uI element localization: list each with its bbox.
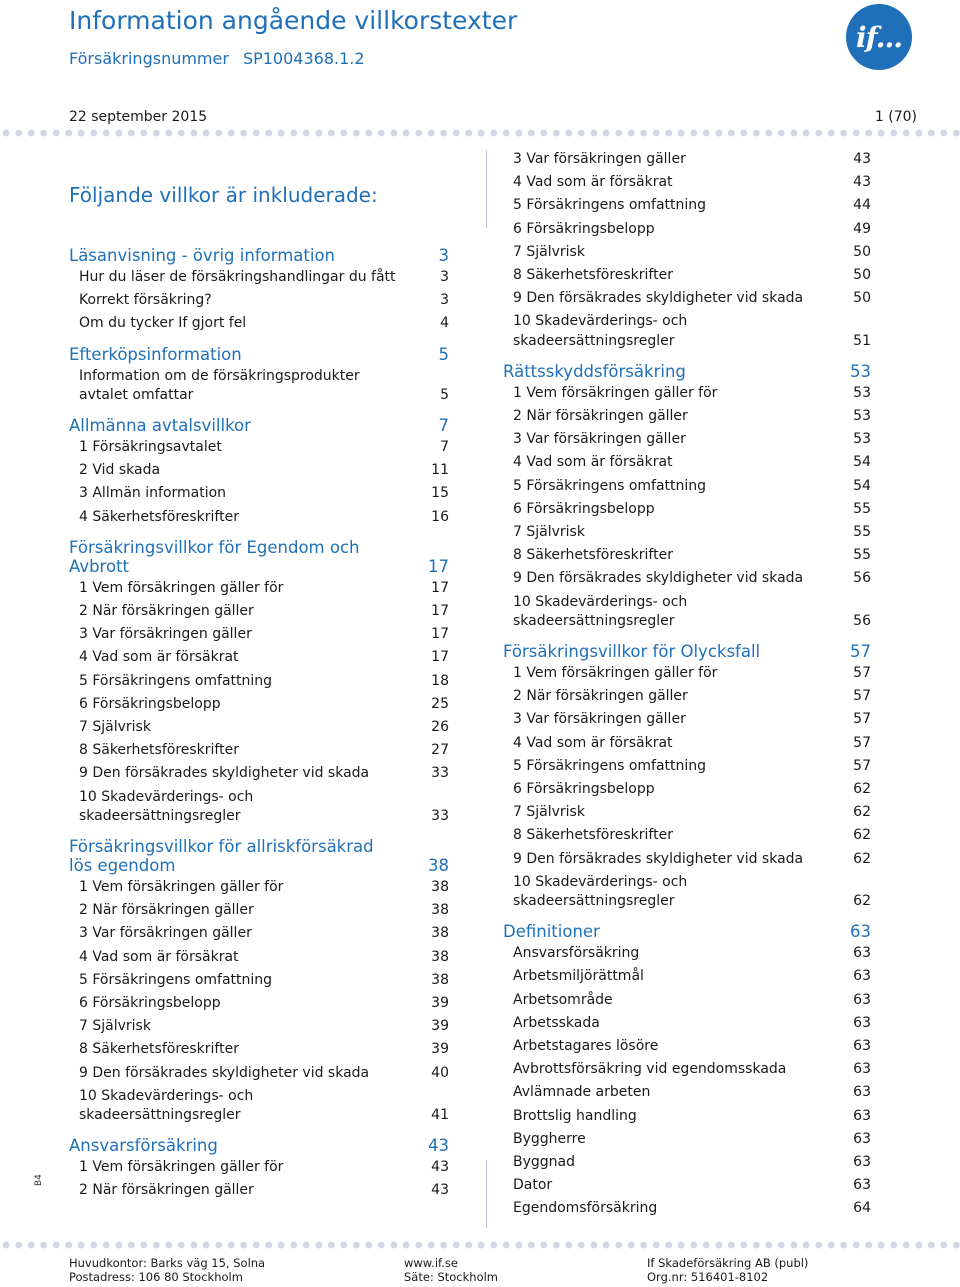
toc-page-number: 39 bbox=[431, 995, 449, 1011]
toc-entry[interactable] bbox=[69, 1065, 449, 1088]
toc-entry[interactable] bbox=[503, 151, 871, 174]
toc-entry-title: 6 Försäkringsbelopp bbox=[79, 995, 221, 1011]
toc-section-title: Allmänna avtalsvillkor bbox=[69, 416, 251, 435]
toc-section[interactable] bbox=[69, 837, 449, 879]
toc-section[interactable] bbox=[503, 362, 871, 385]
toc-entry-title: 1 Vem försäkringen gäller för bbox=[79, 879, 284, 895]
toc-entry[interactable] bbox=[69, 902, 449, 925]
toc-entry[interactable] bbox=[503, 1131, 871, 1154]
toc-entry-title: 7 Självrisk bbox=[513, 243, 585, 260]
toc-entry-title: Avlämnade arbeten bbox=[513, 1084, 651, 1101]
toc-entry[interactable] bbox=[503, 851, 871, 874]
page-indicator: 1 (70) bbox=[874, 109, 917, 125]
toc-entry[interactable] bbox=[503, 478, 871, 501]
toc-entry-title: 4 Vad som är försäkrat bbox=[513, 734, 673, 751]
side-code: B4 bbox=[34, 1174, 44, 1186]
toc-entry-title: 5 Försäkringens omfattning bbox=[513, 477, 707, 494]
toc-entry-title: 3 Var försäkringen gäller bbox=[513, 151, 686, 167]
toc-entry-title: 3 Var försäkringen gäller bbox=[79, 925, 252, 942]
toc-entry[interactable] bbox=[503, 385, 871, 408]
toc-entry-title: 7 Självrisk bbox=[513, 804, 585, 821]
toc-page-number: 7 bbox=[438, 416, 449, 435]
toc-page-number: 11 bbox=[431, 462, 449, 479]
toc-entry-title: Arbetsområde bbox=[513, 991, 613, 1008]
toc-entry-title: 5 Försäkringens omfattning bbox=[513, 197, 707, 214]
toc-entry[interactable] bbox=[503, 313, 871, 355]
toc-page-number: 50 bbox=[853, 243, 871, 260]
toc-entry-title: Arbetstagares lösöre bbox=[513, 1038, 659, 1054]
toc-entry[interactable] bbox=[69, 972, 449, 995]
toc-entry-title: 10 Skadevärderings- och bbox=[513, 593, 688, 610]
toc-page-number: 57 bbox=[853, 711, 871, 728]
toc-entry-title: 2 När försäkringen gäller bbox=[79, 1182, 254, 1199]
toc-section-title-cont: lös egendom bbox=[69, 856, 176, 875]
toc-entry[interactable] bbox=[503, 1038, 871, 1061]
toc-entry-title: 8 Säkerhetsföreskrifter bbox=[513, 827, 673, 844]
toc-entry[interactable] bbox=[503, 594, 871, 636]
toc-entry[interactable] bbox=[503, 570, 871, 593]
toc-page-number: 57 bbox=[850, 642, 871, 661]
toc-entry[interactable] bbox=[503, 454, 871, 477]
toc-entry-title-cont: avtalet omfattar bbox=[79, 386, 194, 403]
toc-entry[interactable] bbox=[503, 501, 871, 524]
toc-entry-title: 6 Försäkringsbelopp bbox=[513, 220, 655, 237]
toc-page-number: 49 bbox=[853, 220, 871, 237]
toc-entry-title: 8 Säkerhetsföreskrifter bbox=[513, 547, 673, 564]
toc-entry-title: 3 Var försäkringen gäller bbox=[513, 711, 686, 728]
toc-page-number: 63 bbox=[853, 1038, 871, 1054]
toc-entry-title: 3 Var försäkringen gäller bbox=[79, 626, 252, 643]
toc-entry-title: 6 Försäkringsbelopp bbox=[513, 500, 655, 517]
toc-page-number: 63 bbox=[853, 968, 871, 985]
toc-page-number: 62 bbox=[853, 892, 871, 909]
toc-entry-title: 4 Vad som är försäkrat bbox=[79, 649, 239, 666]
toc-page-number: 63 bbox=[853, 1154, 871, 1170]
toc-entry-title: 6 Försäkringsbelopp bbox=[79, 695, 221, 712]
toc-page-number: 5 bbox=[440, 386, 449, 403]
toc-page-number: 55 bbox=[853, 500, 871, 517]
toc-entry-title-cont: skadeersättningsregler bbox=[79, 1106, 241, 1123]
toc-entry[interactable] bbox=[69, 315, 449, 338]
toc-page-number: 57 bbox=[853, 688, 871, 705]
toc-entry-title: 7 Självrisk bbox=[513, 524, 585, 540]
document-title: Information angående villkorstexter bbox=[69, 6, 518, 35]
toc-page-number: 55 bbox=[853, 524, 871, 540]
toc-section-title: Försäkringsvillkor för allriskförsäkrad bbox=[69, 837, 374, 856]
toc-page-number: 54 bbox=[853, 454, 871, 471]
toc-entry[interactable] bbox=[69, 742, 449, 765]
toc-page-number: 40 bbox=[431, 1064, 449, 1081]
toc-entry-title: 1 Försäkringsavtalet bbox=[79, 439, 222, 455]
footer-company bbox=[647, 1256, 808, 1284]
toc-entry[interactable] bbox=[69, 1041, 449, 1064]
toc-entry-title: 5 Försäkringens omfattning bbox=[79, 672, 273, 689]
toc-entry[interactable] bbox=[503, 267, 871, 290]
toc-entry[interactable] bbox=[503, 244, 871, 267]
footer-website[interactable]: www.if.se bbox=[404, 1256, 458, 1270]
toc-section-title: Definitioner bbox=[503, 922, 600, 942]
toc-entry[interactable] bbox=[69, 292, 449, 315]
toc-entry-title: Information om de försäkringsprodukter bbox=[79, 367, 360, 384]
toc-entry-title: 7 Självrisk bbox=[79, 719, 151, 735]
toc-page-number: 50 bbox=[853, 267, 871, 283]
toc-entry[interactable] bbox=[69, 368, 449, 410]
toc-page-number: 38 bbox=[431, 879, 449, 895]
toc-section[interactable] bbox=[69, 345, 449, 368]
toc-page-number: 53 bbox=[850, 361, 871, 381]
toc-page-number: 63 bbox=[853, 1014, 871, 1031]
toc-entry[interactable] bbox=[69, 269, 449, 292]
toc-entry-title: 8 Säkerhetsföreskrifter bbox=[79, 1041, 239, 1058]
toc-entry[interactable] bbox=[503, 1154, 871, 1177]
toc-page-number: 41 bbox=[431, 1106, 449, 1123]
toc-page-number: 56 bbox=[853, 612, 871, 629]
toc-section-title: Efterköpsinformation bbox=[69, 344, 242, 364]
toc-page-number: 25 bbox=[431, 695, 449, 712]
toc-page-number: 38 bbox=[428, 856, 449, 875]
toc-entry-title: 3 Allmän information bbox=[79, 485, 227, 502]
toc-entry[interactable] bbox=[69, 1182, 449, 1205]
footer-org-nr: Org.nr: 516401-8102 bbox=[647, 1270, 769, 1284]
toc-page-number: 33 bbox=[431, 807, 449, 824]
toc-section-title: Försäkringsvillkor för Olycksfall bbox=[503, 642, 761, 661]
toc-page-number: 63 bbox=[850, 922, 871, 942]
toc-page-number: 4 bbox=[440, 315, 449, 332]
toc-entry[interactable] bbox=[69, 696, 449, 719]
toc-page-number: 55 bbox=[853, 547, 871, 564]
toc-page-number: 57 bbox=[853, 734, 871, 751]
toc-page-number: 62 bbox=[853, 804, 871, 821]
toc-entry-title: 8 Säkerhetsföreskrifter bbox=[513, 267, 673, 283]
footer-web bbox=[404, 1256, 498, 1284]
toc-entry-title: 5 Försäkringens omfattning bbox=[79, 971, 273, 988]
toc-entry-title: 4 Vad som är försäkrat bbox=[513, 454, 673, 471]
toc-entry-title: 2 Vid skada bbox=[79, 462, 161, 479]
toc-entry[interactable] bbox=[69, 462, 449, 485]
toc-entry-title: Avbrottsförsäkring vid egendomsskada bbox=[513, 1061, 787, 1078]
toc-entry-title: Ansvarsförsäkring bbox=[513, 945, 640, 962]
toc-entry-title: 4 Säkerhetsföreskrifter bbox=[79, 508, 239, 525]
toc-entry-title: Brottslig handling bbox=[513, 1107, 637, 1124]
toc-page-number: 33 bbox=[431, 765, 449, 782]
toc-entry-title: 8 Säkerhetsföreskrifter bbox=[79, 742, 239, 759]
toc-entry-title: Hur du läser de försäkringshandlingar du fått bbox=[79, 269, 396, 285]
toc-entry[interactable] bbox=[69, 925, 449, 948]
toc-entry-title: Korrekt försäkring? bbox=[79, 292, 212, 309]
toc-entry[interactable] bbox=[503, 945, 871, 968]
toc-page-number: 26 bbox=[431, 719, 449, 735]
toc-entry[interactable] bbox=[503, 1108, 871, 1131]
toc-entry[interactable] bbox=[503, 1200, 871, 1223]
toc-entry-title: Om du tycker If gjort fel bbox=[79, 315, 247, 332]
toc-page-number: 53 bbox=[853, 431, 871, 448]
toc-section[interactable] bbox=[69, 538, 449, 580]
toc-entry[interactable] bbox=[69, 995, 449, 1018]
toc-entry[interactable] bbox=[69, 765, 449, 788]
toc-entry-title: 1 Vem försäkringen gäller för bbox=[513, 384, 718, 401]
toc-page-number: 54 bbox=[853, 477, 871, 494]
toc-page-number: 17 bbox=[428, 556, 449, 576]
toc-entry[interactable] bbox=[69, 789, 449, 831]
toc-entry-title: Egendomsförsäkring bbox=[513, 1200, 658, 1217]
toc-entry[interactable] bbox=[69, 580, 449, 603]
toc-page-number: 38 bbox=[431, 925, 449, 942]
toc-entry-title: 9 Den försäkrades skyldigheter vid skada bbox=[513, 290, 804, 307]
toc-page-number: 27 bbox=[431, 742, 449, 759]
toc-entry[interactable] bbox=[69, 649, 449, 672]
toc-page-number: 64 bbox=[853, 1200, 871, 1217]
toc-page-number: 38 bbox=[431, 948, 449, 965]
toc-entry[interactable] bbox=[503, 197, 871, 220]
toc-entry-title: 9 Den försäkrades skyldigheter vid skada bbox=[513, 850, 804, 867]
toc-page-number: 63 bbox=[853, 991, 871, 1008]
toc-page-number: 3 bbox=[440, 292, 449, 309]
toc-entry-title: 10 Skadevärderings- och bbox=[513, 873, 688, 890]
toc-entry-title: 4 Vad som är försäkrat bbox=[79, 948, 239, 965]
toc-page-number: 63 bbox=[853, 1061, 871, 1078]
toc-entry-title: Byggnad bbox=[513, 1154, 576, 1170]
toc-entry-title: 3 Var försäkringen gäller bbox=[513, 431, 686, 448]
toc-section-title: Rättsskyddsförsäkring bbox=[503, 361, 686, 381]
toc-entry-title: 1 Vem försäkringen gäller för bbox=[79, 579, 284, 596]
toc-entry[interactable] bbox=[503, 781, 871, 804]
toc-section-title-cont: Avbrott bbox=[69, 556, 130, 576]
toc-page-number: 17 bbox=[431, 603, 449, 619]
toc-page-number: 63 bbox=[853, 945, 871, 962]
footer-address bbox=[69, 1256, 265, 1284]
toc-entry[interactable] bbox=[503, 688, 871, 711]
toc-entry-title: 2 När försäkringen gäller bbox=[79, 603, 254, 619]
toc-entry-title: 9 Den försäkrades skyldigheter vid skada bbox=[79, 1064, 370, 1081]
toc-entry[interactable] bbox=[503, 1061, 871, 1084]
toc-page-number: 50 bbox=[853, 290, 871, 307]
footer-seat: Säte: Stockholm bbox=[404, 1270, 499, 1284]
toc-page-number: 63 bbox=[853, 1084, 871, 1101]
toc-section-title: Försäkringsvillkor för Egendom och bbox=[69, 537, 360, 557]
toc-entry[interactable] bbox=[503, 221, 871, 244]
toc-entry-title: 1 Vem försäkringen gäller för bbox=[513, 665, 718, 681]
toc-page-number: 39 bbox=[431, 1018, 449, 1035]
document-date: 22 september 2015 bbox=[69, 109, 208, 125]
toc-entry-title: 10 Skadevärderings- och bbox=[79, 788, 254, 805]
toc-entry-title: 6 Försäkringsbelopp bbox=[513, 781, 655, 797]
toc-entry-title: 4 Vad som är försäkrat bbox=[513, 174, 673, 191]
toc-entry-title: 10 Skadevärderings- och bbox=[513, 313, 688, 330]
toc-entry[interactable] bbox=[503, 968, 871, 991]
toc-entry[interactable] bbox=[503, 547, 871, 570]
toc-page-number: 17 bbox=[431, 626, 449, 643]
toc-entry-title: 10 Skadevärderings- och bbox=[79, 1087, 254, 1104]
toc-entry[interactable] bbox=[503, 290, 871, 313]
column-divider-top bbox=[486, 150, 487, 228]
toc-entry-title-cont: skadeersättningsregler bbox=[513, 892, 675, 909]
toc-entry[interactable] bbox=[503, 174, 871, 197]
toc-entry-title-cont: skadeersättningsregler bbox=[513, 332, 675, 349]
toc-page-number: 53 bbox=[853, 384, 871, 401]
toc-page-number: 62 bbox=[853, 781, 871, 797]
toc-entry[interactable] bbox=[503, 524, 871, 547]
toc-entry[interactable] bbox=[503, 408, 871, 431]
toc-page-number: 5 bbox=[438, 344, 449, 364]
toc-entry[interactable] bbox=[69, 603, 449, 626]
toc-entry-title-cont: skadeersättningsregler bbox=[513, 612, 675, 629]
toc-entry[interactable] bbox=[69, 949, 449, 972]
toc-page-number: 16 bbox=[431, 508, 449, 525]
toc-page-number: 63 bbox=[853, 1177, 871, 1194]
toc-entry[interactable] bbox=[503, 1015, 871, 1038]
toc-entry[interactable] bbox=[69, 1159, 449, 1182]
toc-page-number: 57 bbox=[853, 757, 871, 774]
toc-page-number: 17 bbox=[431, 579, 449, 596]
toc-page-number: 51 bbox=[853, 332, 871, 349]
toc-page-number: 39 bbox=[431, 1041, 449, 1058]
toc-page-number: 18 bbox=[431, 672, 449, 689]
toc-section-title: Läsanvisning - övrig information bbox=[69, 246, 336, 265]
toc-section[interactable] bbox=[69, 416, 449, 439]
toc-page-number: 57 bbox=[853, 665, 871, 681]
toc-section[interactable] bbox=[503, 642, 871, 665]
policy-number-value: SP1004368.1.2 bbox=[242, 49, 365, 68]
toc-section[interactable] bbox=[69, 1136, 449, 1159]
toc-page-number: 63 bbox=[853, 1107, 871, 1124]
toc-entry-title: Byggherre bbox=[513, 1130, 586, 1147]
toc-page-number: 63 bbox=[853, 1130, 871, 1147]
toc-entry[interactable] bbox=[503, 992, 871, 1015]
toc-entry-title: Arbetsskada bbox=[513, 1014, 600, 1031]
toc-entry[interactable] bbox=[503, 1084, 871, 1107]
if-logo: if... bbox=[846, 4, 912, 70]
toc-entry[interactable] bbox=[503, 735, 871, 758]
toc-entry[interactable] bbox=[69, 1088, 449, 1130]
toc-entry-title: Dator bbox=[513, 1177, 553, 1194]
dotted-separator-bottom bbox=[0, 1240, 960, 1250]
toc-page-number: 44 bbox=[853, 197, 871, 214]
toc-page-number: 43 bbox=[853, 151, 871, 167]
footer-company-name: If Skadeförsäkring AB (publ) bbox=[647, 1256, 809, 1270]
toc-entry[interactable] bbox=[503, 804, 871, 827]
toc-entry-title: 2 När försäkringen gäller bbox=[79, 902, 254, 919]
toc-entry-title-cont: skadeersättningsregler bbox=[79, 807, 241, 824]
toc-entry[interactable] bbox=[503, 827, 871, 850]
toc-entry-title: 9 Den försäkrades skyldigheter vid skada bbox=[79, 765, 370, 782]
toc-section-title: Ansvarsförsäkring bbox=[69, 1136, 218, 1156]
dotted-separator-top bbox=[0, 128, 960, 138]
toc-page-number: 38 bbox=[431, 902, 449, 919]
toc-entry-title: 1 Vem försäkringen gäller för bbox=[79, 1159, 284, 1176]
toc-page-number: 62 bbox=[853, 850, 871, 867]
toc-entry[interactable] bbox=[503, 874, 871, 916]
toc-page-number: 62 bbox=[853, 827, 871, 844]
toc-page-number: 3 bbox=[440, 269, 449, 285]
toc-entry[interactable] bbox=[503, 665, 871, 688]
footer-head-office: Huvudkontor: Barks väg 15, Solna bbox=[69, 1256, 266, 1270]
toc-entry[interactable] bbox=[69, 879, 449, 902]
toc-entry-title: 5 Försäkringens omfattning bbox=[513, 757, 707, 774]
toc-entry[interactable] bbox=[69, 626, 449, 649]
toc-section[interactable] bbox=[503, 922, 871, 945]
toc-entry-title: 7 Självrisk bbox=[79, 1018, 151, 1035]
toc-page-number: 43 bbox=[853, 174, 871, 191]
toc-entry[interactable] bbox=[69, 485, 449, 508]
toc-page-number: 17 bbox=[431, 649, 449, 666]
toc-page-number: 43 bbox=[431, 1182, 449, 1199]
toc-page-number: 56 bbox=[853, 570, 871, 587]
toc-entry[interactable] bbox=[503, 1177, 871, 1200]
toc-page-number: 38 bbox=[431, 971, 449, 988]
toc-page-number: 7 bbox=[440, 439, 449, 455]
toc-entry[interactable] bbox=[69, 439, 449, 462]
toc-page-number: 43 bbox=[431, 1159, 449, 1176]
toc-page-number: 43 bbox=[428, 1136, 449, 1156]
toc-entry[interactable] bbox=[503, 431, 871, 454]
toc-section[interactable] bbox=[69, 246, 449, 269]
toc-heading: Följande villkor är inkluderade: bbox=[69, 183, 378, 207]
toc-entry[interactable] bbox=[69, 673, 449, 696]
toc-entry-title: 2 När försäkringen gäller bbox=[513, 688, 688, 705]
toc-entry-title: Arbetsmiljörättmål bbox=[513, 968, 644, 985]
footer-postal-address: Postadress: 106 80 Stockholm bbox=[69, 1270, 243, 1284]
toc-entry-title: 2 När försäkringen gäller bbox=[513, 408, 688, 424]
toc-entry-title: 9 Den försäkrades skyldigheter vid skada bbox=[513, 570, 804, 587]
toc-page-number: 15 bbox=[431, 485, 449, 502]
toc-page-number: 53 bbox=[853, 408, 871, 424]
toc-page-number: 3 bbox=[438, 246, 449, 265]
toc-entry[interactable] bbox=[69, 719, 449, 742]
policy-number-label: Försäkringsnummer bbox=[69, 49, 229, 68]
policy-number-line bbox=[69, 49, 365, 68]
toc-entry[interactable] bbox=[69, 509, 449, 532]
toc-entry[interactable] bbox=[503, 711, 871, 734]
toc-entry[interactable] bbox=[69, 1018, 449, 1041]
column-divider-bottom bbox=[486, 1160, 487, 1228]
toc-entry[interactable] bbox=[503, 758, 871, 781]
